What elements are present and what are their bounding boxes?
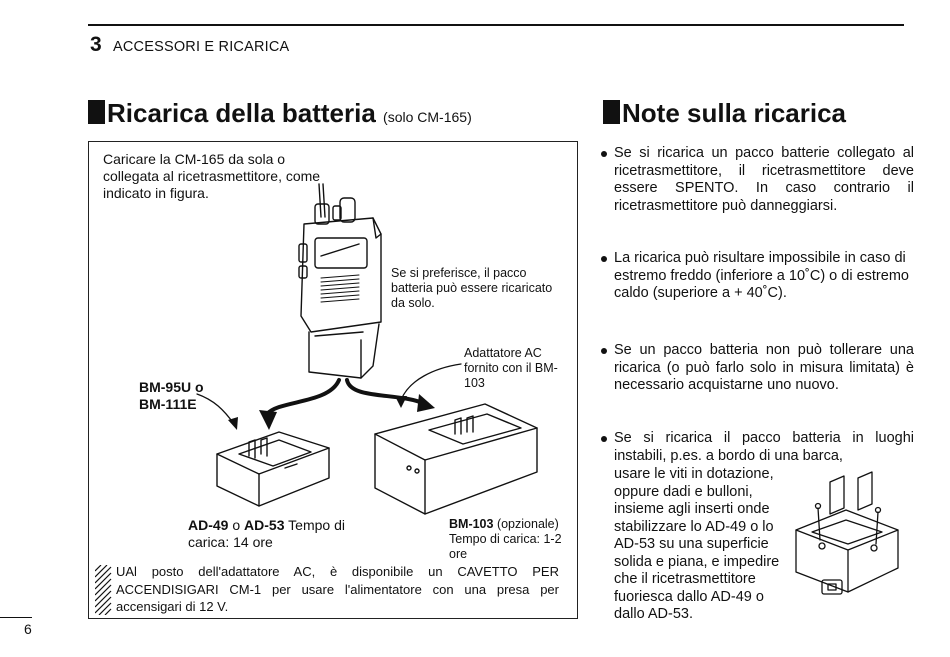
bm95-label: [139, 379, 204, 413]
right-heading-text: Note sulla ricarica: [622, 98, 846, 128]
top-rule: [88, 24, 904, 26]
right-section-heading: [603, 98, 846, 129]
standalone-note: Se si preferisce, il pacco batteria può essere ricaricato da solo.: [391, 266, 553, 310]
heading-square-icon: [88, 100, 105, 124]
ad49-charge-time: Tempo di carica: 14 ore: [188, 517, 345, 550]
hatch-warning-icon: [95, 565, 113, 615]
chapter-number: 3: [90, 33, 102, 56]
radio-illustration: [299, 184, 381, 378]
left-heading-subtitle: (solo CM-165): [383, 109, 472, 125]
charger-bm103-illustration: [375, 404, 537, 514]
bm103-label: [449, 517, 577, 562]
charger-ad49-illustration: [217, 432, 329, 506]
note-bullet-1: Se si ricarica un pacco batterie collegato al ricetrasmettitore, il ricetrasmettitore deve essere SPENTO. In caso contrario il ricetrasmettitore può danneggiarsi.: [614, 145, 914, 214]
bm103-charge-time: (opzionale) Tempo di carica: 1-2 ore: [449, 517, 562, 561]
note-bullet-2: La ricarica può risultare impossibile in caso di estremo freddo (inferiore a 10˚C) o di estremo caldo (superiore a + 40˚C).: [614, 250, 914, 303]
note-bullet-4: Se si ricarica il pacco batteria in luoghi instabili, p.es. a bordo di una barca,: [614, 430, 914, 464]
page-number: 6: [24, 621, 32, 637]
chapter-title: ACCESSORI E RICARICA: [113, 39, 290, 55]
bm95-label-line1: BM-95U o: [139, 379, 204, 395]
ad49-label: [188, 517, 388, 551]
arrow-head-icon: [417, 394, 435, 412]
ad49-or: o: [228, 517, 245, 533]
pointer-arrow-icon: [197, 364, 461, 424]
charger-screws-illustration: [786, 468, 906, 608]
arrow-head-icon: [259, 410, 277, 430]
heading-square-icon: [603, 100, 620, 124]
left-section-heading: [88, 98, 472, 129]
adapter-note: Adattatore AC fornito con il BM-103: [464, 346, 558, 390]
bm95-label-line2: BM-111E: [139, 396, 197, 412]
bm103-model: BM-103: [449, 517, 494, 531]
footer-rule: [0, 617, 32, 618]
cigarette-cable-note: UAl posto dell'adattatore AC, è disponibile un CAVETTO PER ACCENDISIGARI CM-1 per usare l'alimentatore con una presa per accensigari di 12 V.: [116, 564, 559, 614]
box-intro-text: Caricare la CM-165 da sola o collegata al ricetrasmettitore, come indicato in figura.: [103, 151, 321, 201]
note-bullet-3: Se un pacco batteria non può tollerare una ricarica (o può farlo solo in misura limitata) è necessario acquistarne uno nuovo.: [614, 342, 914, 393]
ad49-model-a: AD-49: [188, 517, 229, 533]
ad49-model-b: AD-53: [244, 517, 285, 533]
left-heading-text: Ricarica della batteria: [107, 98, 376, 128]
note-bullet-4-continued: usare le viti in dotazione, oppure dadi e bulloni, insieme agli inserti onde stabilizzare lo AD-49 o lo AD-53 su una superficie solida e piana, e impedire che il ricetrasmettitore fuoriesca dallo AD-49 o dallo AD-53.: [614, 466, 780, 622]
